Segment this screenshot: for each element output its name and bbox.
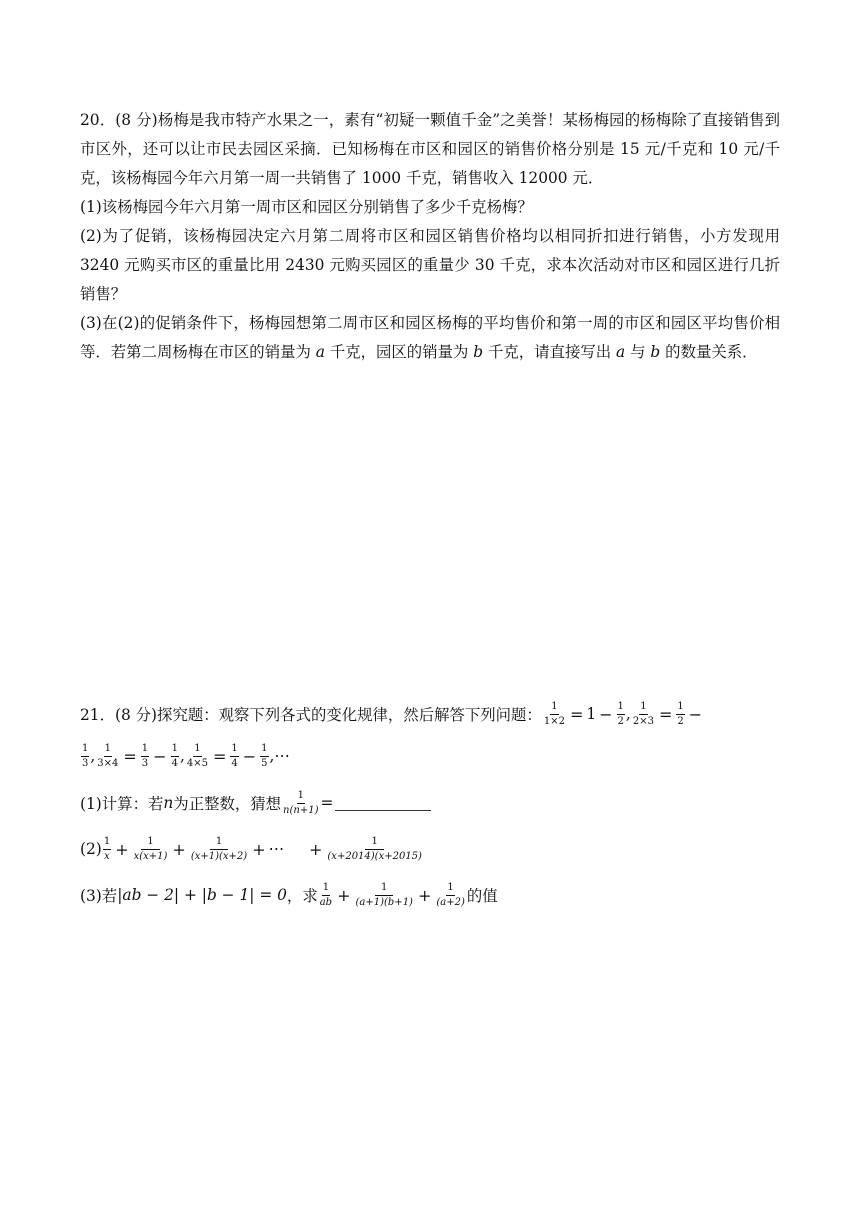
var-n: n xyxy=(163,794,174,812)
fraction: $\frac{1}{x(x+1)}$ xyxy=(133,835,168,862)
equals-sign: = xyxy=(212,746,227,766)
fraction: $\frac{1}{ab}$ xyxy=(319,881,333,908)
comma: , xyxy=(179,747,185,765)
minus-sign: − xyxy=(242,746,257,766)
var-a: a xyxy=(315,343,325,361)
var-a: a xyxy=(616,343,626,361)
q20-part-2: (2)为了促销，该杨梅园决定六月第二周将市区和园区销售价格均以相同折扣进行销售，小方发现用 3240 元购买市区的重量比用 2430 元购买园区的重量少 30 千克，求本次活动对市区和园区进行几折销售？ xyxy=(80,227,780,303)
q20-stem: 20．(8 分)杨梅是我市特产水果之一，素有“初疑一颗值千金”之美誉！某杨梅园的杨梅除了直接销售到市区外，还可以让市民去园区采摘．已知杨梅在市区和园区的销售价格分别是 15 元/千克和 10 元/千克，该杨梅园今年六月第一周一共销售了 1000 千克，销售收入 12000 元． xyxy=(80,111,780,187)
part-3-text: ，求 xyxy=(286,887,318,905)
fraction: $\frac{1}{3}$ xyxy=(82,742,89,769)
part-1-text: 为正整数，猜想 xyxy=(173,795,282,813)
q20-part-3-text-a: (3)在(2)的促销条件下，杨梅园想第二周市区和园区杨梅的平均售价和第一周的市区和园区平均售价相等．若第二周杨梅在市区的销量为 xyxy=(80,314,780,361)
number: 1 xyxy=(586,705,597,723)
q20-part-3 xyxy=(80,309,780,367)
fraction: $\frac{1}{x}$ xyxy=(103,835,111,862)
fraction: $\frac{1}{2}$ xyxy=(677,700,684,727)
fraction: $\frac{1}{(x+2014)(x+2015)}$ xyxy=(327,835,422,862)
plus-sign: + xyxy=(115,839,129,859)
minus-sign: − xyxy=(153,746,167,766)
fraction: $\frac{1}{2}$ xyxy=(617,700,624,727)
equals-sign: = xyxy=(320,794,334,812)
minus-sign: − xyxy=(688,704,703,724)
q20-part-3-text-e: 的数量关系． xyxy=(660,343,758,361)
fraction: $\frac{1}{3}$ xyxy=(141,742,149,769)
fraction: $\frac{1}{1\times 2}$ xyxy=(543,700,565,727)
equals-sign: = xyxy=(569,704,584,724)
fraction: $\frac{1}{4\times 5}$ xyxy=(186,742,208,769)
q20-part-3-text-c: 千克，请直接写出 xyxy=(483,343,617,361)
plus-sign: + xyxy=(417,885,432,905)
fraction: $\frac{1}{4}$ xyxy=(171,742,178,769)
fraction: $\frac{1}{3\times 4}$ xyxy=(97,742,119,769)
equals-sign: = xyxy=(123,746,137,766)
fraction: $\frac{1}{n(n+1)}$ xyxy=(283,789,319,816)
q20-part-3-text-d: 与 xyxy=(625,343,651,361)
q21-identities-line xyxy=(80,734,780,778)
question-21 xyxy=(80,694,780,914)
fraction: $\frac{1}{4}$ xyxy=(231,742,238,769)
fraction: $\frac{1}{(a+1)(b+1)}$ xyxy=(355,881,413,908)
ellipsis: ,⋯ xyxy=(269,747,290,765)
minus-sign: − xyxy=(599,704,613,724)
condition-expression: |ab − 2| + |b − 1| = 0 xyxy=(117,886,287,904)
equals-sign: = xyxy=(658,704,673,724)
fraction: $\frac{1}{(a+2)}$ xyxy=(436,881,465,908)
q21-part-2 xyxy=(80,830,780,868)
q21-intro-line xyxy=(80,694,780,734)
fraction: $\frac{1}{2\times 3}$ xyxy=(632,700,654,727)
comma: , xyxy=(625,705,631,723)
q20-part-1: (1)该杨梅园今年六月第一周市区和园区分别销售了多少千克杨梅？ xyxy=(80,198,533,216)
fraction: $\frac{1}{5}$ xyxy=(261,742,268,769)
comma: , xyxy=(90,747,96,765)
plus-sign: + xyxy=(172,839,186,859)
question-20 xyxy=(80,106,780,367)
part-3-end: 的值 xyxy=(466,887,498,905)
q21-part-3 xyxy=(80,876,780,914)
var-b: b xyxy=(473,343,484,361)
answer-blank xyxy=(335,796,431,811)
plus-sign: + xyxy=(309,839,323,859)
q21-part-1 xyxy=(80,788,780,818)
plus-sign: + xyxy=(252,839,266,859)
plus-sign: + xyxy=(337,885,351,905)
part-2-label: (2) xyxy=(80,840,102,858)
q21-intro: 21．(8 分)探究题：观察下列各式的变化规律，然后解答下列问题： xyxy=(80,706,542,724)
part-1-label: (1)计算：若 xyxy=(80,795,164,813)
ellipsis: ⋯ xyxy=(268,840,284,858)
var-b: b xyxy=(650,343,661,361)
fraction: $\frac{1}{(x+1)(x+2)}$ xyxy=(190,835,248,862)
q20-part-3-text-b: 千克，园区的销量为 xyxy=(324,343,474,361)
part-3-label: (3)若 xyxy=(80,887,118,905)
